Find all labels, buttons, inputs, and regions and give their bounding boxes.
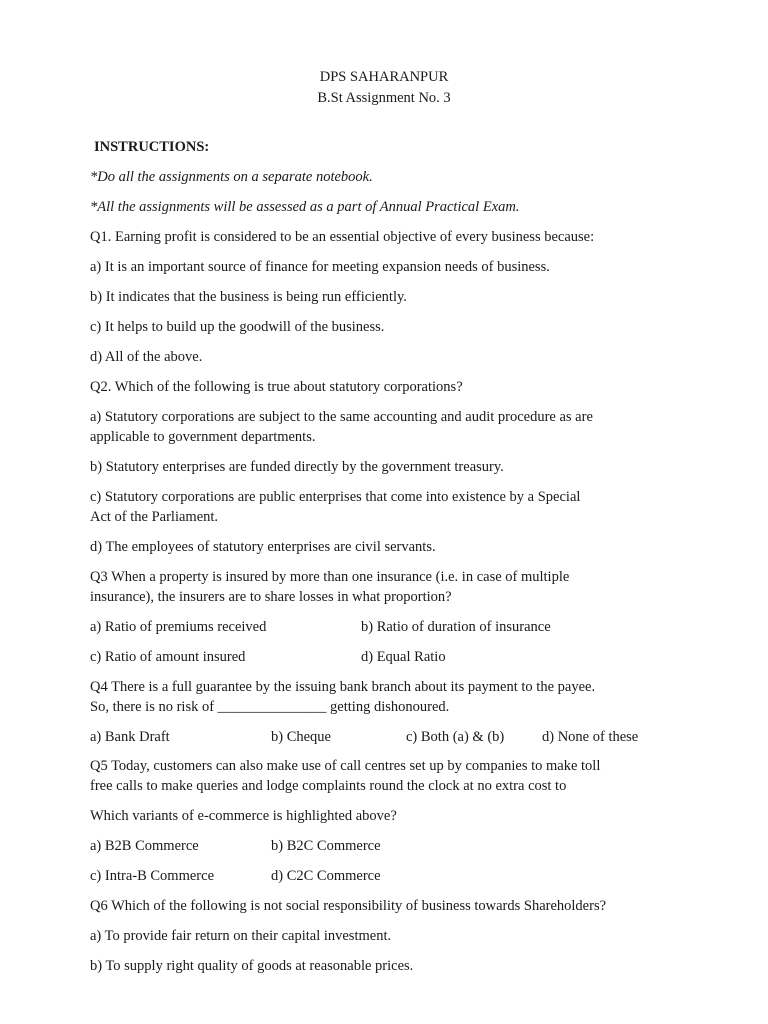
- option-q1-d: d) All of the above.: [90, 349, 203, 365]
- option-q2-a-line1: a) Statutory corporations are subject to the same accounting and audit procedure as are: [90, 409, 593, 425]
- option-q6-a: a) To provide fair return on their capital investment.: [90, 928, 392, 944]
- question-q3-line2: insurance), the insurers are to share losses in what proportion?: [90, 589, 452, 605]
- option-q2-c-line1: c) Statutory corporations are public enterprises that come into existence by a Special: [90, 489, 581, 505]
- option-q4-c: c) Both (a) & (b): [406, 729, 505, 745]
- option-q2-a-line2: applicable to government departments.: [90, 429, 316, 445]
- option-q1-c: c) It helps to build up the goodwill of the business.: [90, 319, 385, 335]
- school-name: DPS SAHARANPUR: [319, 69, 449, 85]
- option-q3-c: c) Ratio of amount insured: [90, 649, 246, 665]
- instructions-heading: INSTRUCTIONS:: [94, 139, 210, 155]
- instruction-item: *Do all the assignments on a separate notebook.: [90, 169, 373, 185]
- instruction-item: *All the assignments will be assessed as a part of Annual Practical Exam.: [90, 199, 520, 215]
- question-q5-line2: free calls to make queries and lodge complaints round the clock at no extra cost to: [90, 778, 567, 794]
- option-q5-b: b) B2C Commerce: [271, 838, 381, 854]
- option-q4-a: a) Bank Draft: [90, 729, 170, 745]
- option-q2-c-line2: Act of the Parliament.: [90, 509, 219, 525]
- option-q1-b: b) It indicates that the business is being run efficiently.: [90, 289, 407, 305]
- option-q2-b: b) Statutory enterprises are funded directly by the government treasury.: [90, 459, 504, 475]
- question-q5-prompt: Which variants of e-commerce is highlighted above?: [90, 808, 397, 824]
- option-q3-a: a) Ratio of premiums received: [90, 619, 267, 635]
- question-q3-line1: Q3 When a property is insured by more than one insurance (i.e. in case of multiple: [90, 569, 570, 585]
- option-q3-d: d) Equal Ratio: [361, 649, 446, 665]
- option-q3-b: b) Ratio of duration of insurance: [361, 619, 551, 635]
- option-q5-d: d) C2C Commerce: [271, 868, 381, 884]
- option-q4-b: b) Cheque: [271, 729, 331, 745]
- option-q5-a: a) B2B Commerce: [90, 838, 199, 854]
- question-q6: Q6 Which of the following is not social responsibility of business towards Shareholders?: [90, 898, 607, 914]
- question-q5-line1: Q5 Today, customers can also make use of call centres set up by companies to make toll: [90, 758, 601, 774]
- option-q5-c: c) Intra-B Commerce: [90, 868, 215, 884]
- question-q1: Q1. Earning profit is considered to be an essential objective of every business because:: [90, 229, 595, 245]
- question-q2: Q2. Which of the following is true about statutory corporations?: [90, 379, 463, 395]
- option-q1-a: a) It is an important source of finance for meeting expansion needs of business.: [90, 259, 550, 275]
- option-q4-d: d) None of these: [542, 729, 639, 745]
- question-q4-line2: So, there is no risk of _______________ getting dishonoured.: [90, 699, 450, 715]
- assignment-title: B.St Assignment No. 3: [317, 90, 451, 106]
- question-q4-line1: Q4 There is a full guarantee by the issuing bank branch about its payment to the payee.: [90, 679, 596, 695]
- option-q2-d: d) The employees of statutory enterprises are civil servants.: [90, 539, 436, 555]
- option-q6-b: b) To supply right quality of goods at reasonable prices.: [90, 958, 414, 974]
